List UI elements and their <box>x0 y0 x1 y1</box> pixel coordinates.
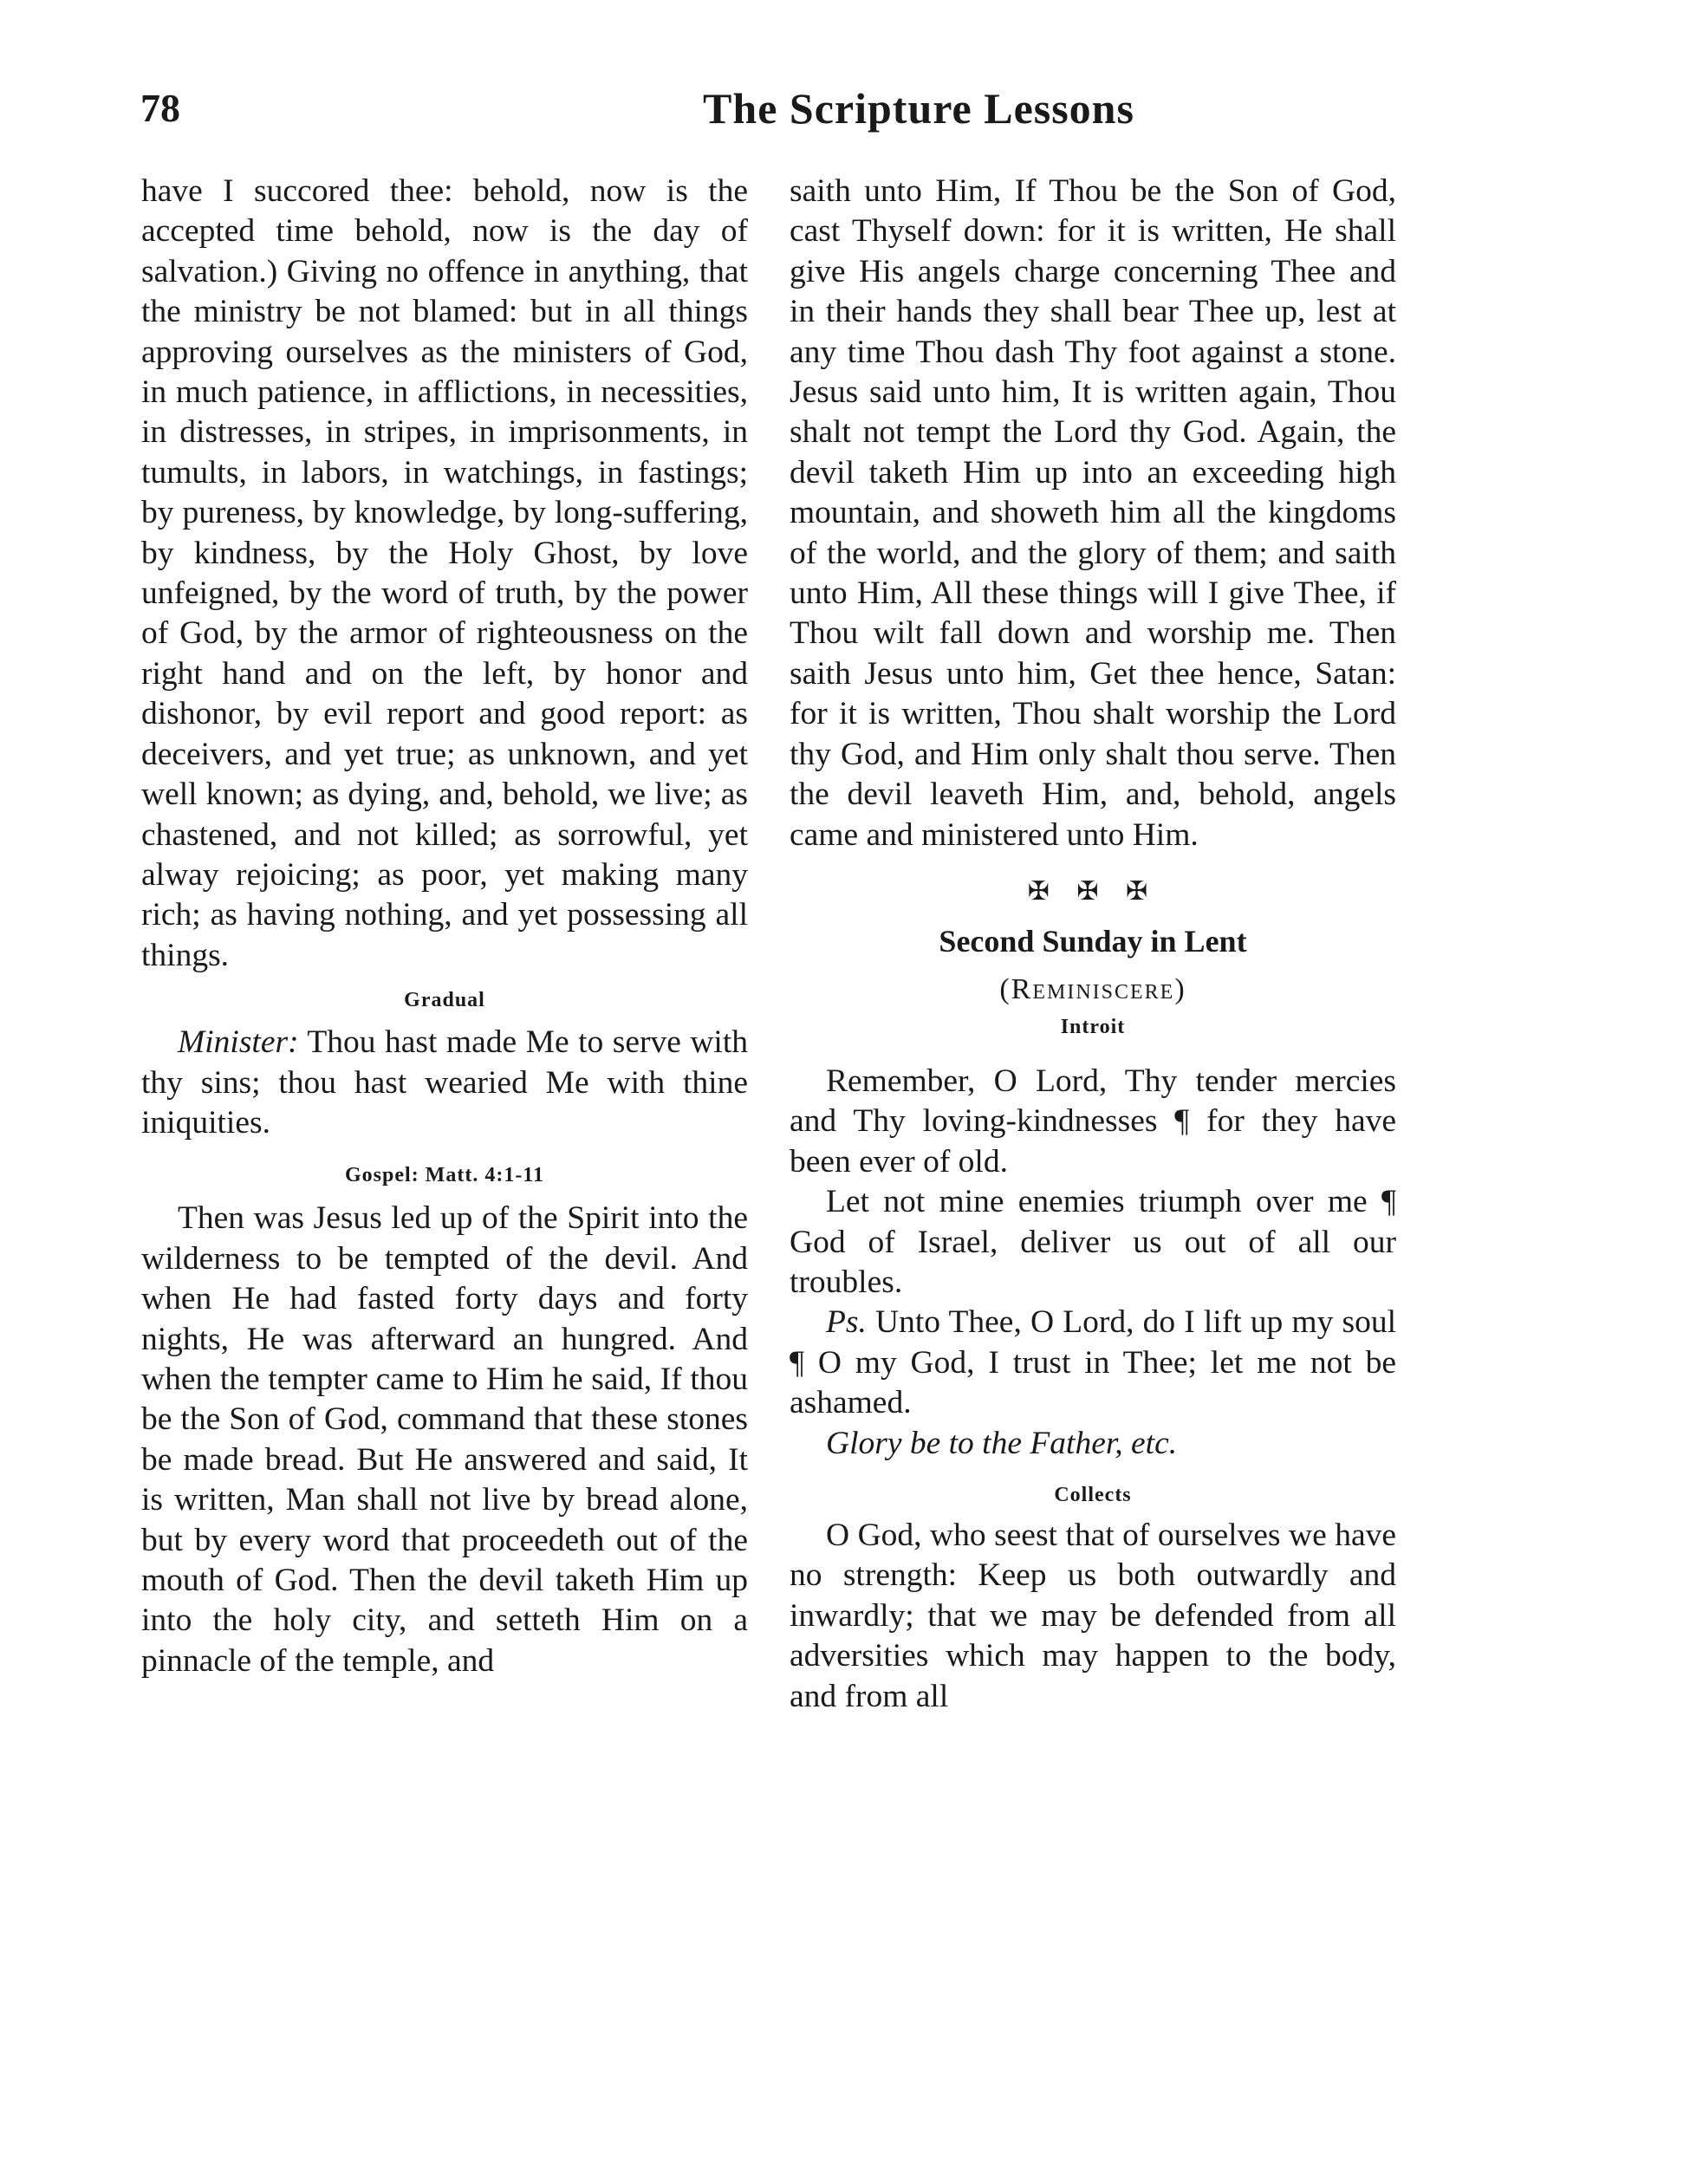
section-subtitle: (Reminiscere) <box>999 972 1186 1005</box>
gospel-continuation: saith unto Him, If Thou be the Son of God, cast Thyself down: for it is written, He shall give His angels charge concerning Thee and in their hands they shall bear Thee up, lest at any time Thou dash Thy foot against a stone. Jesus said unto him, It is written again, Thou shalt not tempt the Lord thy God. Again, the devil taketh Him up into an exceeding high mountain, and showeth him all the kingdoms of the world, and the glory of them; and saith unto Him, All these things will I give Thee, if Thou wilt fall down and worship me. Then saith Jesus unto him, Get thee hence, Satan: for it is written, Thou shalt worship the Lord thy God, and Him only shalt thou serve. Then the devil leaveth Him, and, behold, angels came and ministered unto Him. <box>790 173 1396 853</box>
right-column <box>790 172 1396 1717</box>
cross-ornament: ✠ ✠ ✠ <box>1027 876 1159 906</box>
gradual-speaker: Minister: <box>178 1024 299 1061</box>
gradual-paragraph <box>141 1023 748 1143</box>
epistle-continuation: have I succored thee: behold, now is the accepted time behold, now is the day of salvation.) Giving no offence in anything, that the ministry be not blamed: but in all things approving ourselves as the ministers of God, in much patience, in afflictions, in necessities, in distresses, in stripes, in imprisonments, in tumults, in labors, in watchings, in fastings; by pureness, by knowledge, by long-suffering, by kindness, by the Holy Ghost, by love unfeigned, by the word of truth, by the power of God, by the armor of righteousness on the right hand and on the left, by honor and dishonor, by evil report and good report: as deceivers, and yet true; as unknown, and yet well known; as dying, and, behold, we live; as chastened, and not killed; as sorrowful, yet alway rejoicing; as poor, yet making many rich; as having nothing, and yet possessing all things. <box>141 173 748 973</box>
section-title: Second Sunday in Lent <box>939 923 1247 959</box>
gospel-heading: Gospel: Matt. 4:1-11 <box>345 1164 544 1187</box>
gradual-text: Thou hast made Me to serve with thy sins; thou hast wearied Me with thine iniquities. <box>141 1024 748 1141</box>
running-head: The Scripture Lessons <box>703 84 1134 133</box>
psalm-text: Unto Thee, O Lord, do I lift up my soul ¶ O my God, I trust in Thee; let me not be ashamed. <box>790 1304 1397 1421</box>
introit-verse-1: Remember, O Lord, Thy tender mercies and Thy loving-kindnesses ¶ for they have been ever of old. <box>790 1063 1396 1180</box>
introit-heading: Introit <box>1060 1015 1126 1038</box>
left-column <box>141 172 748 1681</box>
gradual-heading: Gradual <box>404 989 485 1012</box>
introit-psalm <box>790 1303 1396 1423</box>
page-number: 78 <box>140 86 180 130</box>
psalm-label: Ps. <box>826 1304 867 1341</box>
gloria-patri: Glory be to the Father, etc. <box>826 1425 1178 1461</box>
collects-heading: Collects <box>1054 1483 1132 1506</box>
collect-text: O God, who seest that of ourselves we have no strength: Keep us both outwardly and inwardly; that we may be defended from all adversities which may happen to the body, and from all <box>790 1517 1396 1714</box>
gospel-text: Then was Jesus led up of the Spirit into the wilderness to be tempted of the devil. And when He had fasted forty days and forty nights, He was afterward an hungred. And when the tempter came to Him he said, If thou be the Son of God, command that these stones be made bread. But He answered and said, It is written, Man shall not live by bread alone, but by every word that proceedeth out of the mouth of God. Then the devil taketh Him up into the holy city, and setteth Him on a pinnacle of the temple, and <box>141 1200 748 1679</box>
introit-verse-2: Let not mine enemies triumph over me ¶ God of Israel, deliver us out of all our troubles. <box>790 1184 1396 1300</box>
